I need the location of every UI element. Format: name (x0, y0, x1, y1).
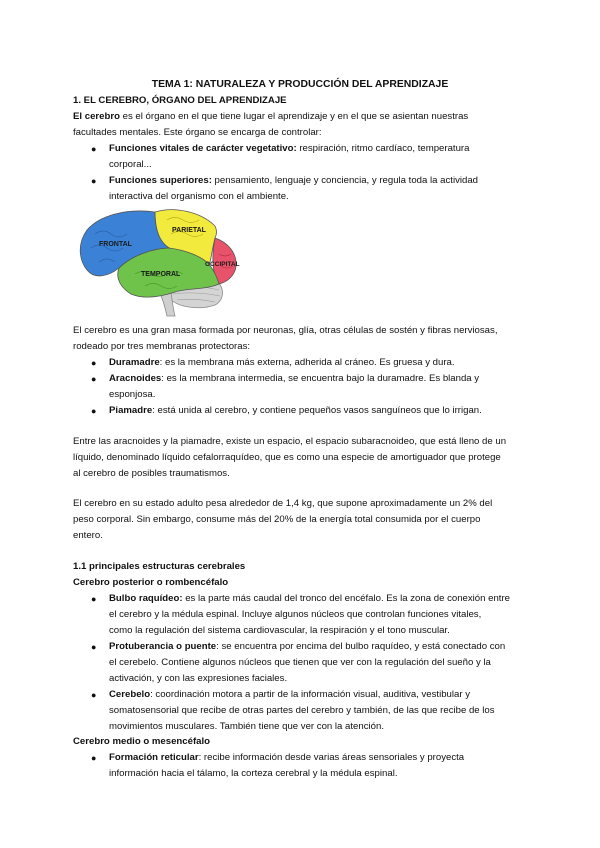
intro-paragraph-line-1: El cerebro es el órgano en el que tiene lugar el aprendizaje y en el que se asientan nuestras (73, 111, 469, 122)
weight-paragraph-line-3: entero. (73, 530, 103, 541)
subsection-heading-structures: 1.1 principales estructuras cerebrales (73, 561, 246, 572)
label-temporal: TEMPORAL (141, 271, 181, 278)
bullet-icon: ● (91, 374, 97, 384)
intro-paragraph-line-2: facultades mentales. Este órgano se encarga de controlar: (73, 127, 322, 138)
csf-paragraph-line-1: Entre las aracnoides y la piamadre, existe un espacio, el espacio subaracnoideo, que está lleno de un (73, 436, 507, 447)
bullet-duramadre: Duramadre: es la membrana más externa, adherida al cráneo. Es gruesa y dura. (109, 357, 455, 368)
bullet-bulbo: Bulbo raquídeo: es la parte más caudal del tronco del encéfalo. Es la zona de conexión entre (109, 593, 511, 604)
bullet-protuberancia-line-2: el cerebelo. Contiene algunos núcleos que tienen que ver con la regulación del sueño y la (109, 657, 491, 668)
bullet-icon: ● (91, 406, 97, 416)
bullet-bulbo-line-2: el cerebro y la médula espinal. Incluye algunos núcleos que controlan funciones vitales, (109, 609, 482, 620)
bullet-aracnoides-line-2: esponjosa. (109, 389, 156, 400)
bullet-protuberancia-line-3: activación, y con las expresiones faciales. (109, 673, 288, 684)
bullet-higher-functions: Funciones superiores: pensamiento, lenguaje y conciencia, y regula toda la actividad (109, 175, 479, 186)
bullet-cerebelo-line-3: movimientos musculares. También tiene que ver con la atención. (109, 721, 384, 732)
subheading-rombencefalo: Cerebro posterior o rombencéfalo (73, 577, 229, 588)
label-frontal: FRONTAL (99, 241, 132, 248)
weight-paragraph-line-2: peso corporal. Sin embargo, consume más del 20% de la energía total consumida por el cuerpo (73, 514, 481, 525)
bullet-bulbo-line-3: como la regulación del sistema cardiovascular, la respiración y el tono muscular. (109, 625, 450, 636)
bullet-icon: ● (91, 176, 97, 186)
section-heading-cerebro: 1. EL CEREBRO, ÓRGANO DEL APRENDIZAJE (73, 95, 287, 106)
membranes-paragraph-line-1: El cerebro es una gran masa formada por neuronas, glía, otras células de sostén y fibras nerviosas, (73, 325, 498, 336)
bullet-icon: ● (91, 642, 97, 652)
csf-paragraph-line-3: al cerebro de posibles traumatismos. (73, 468, 230, 479)
page-title: TEMA 1: NATURALEZA Y PRODUCCIÓN DEL APRENDIZAJE (151, 79, 449, 90)
bullet-vital-functions: Funciones vitales de carácter vegetativo: respiración, ritmo cardíaco, temperatura (109, 143, 470, 154)
bullet-icon: ● (91, 144, 97, 154)
bullet-cerebelo-line-2: somatosensorial que recibe de otras partes del cerebro y también, de las que recibe de los (109, 705, 495, 716)
label-occipital: OCCIPITAL (205, 261, 240, 268)
bullet-icon: ● (91, 690, 97, 700)
bullet-vital-functions-line-2: corporal... (109, 159, 152, 170)
bullet-icon: ● (91, 358, 97, 368)
subheading-mesencefalo: Cerebro medio o mesencéfalo (73, 736, 211, 747)
bullet-cerebelo: Cerebelo: coordinación motora a partir de la información visual, auditiva, vestibular y (109, 689, 471, 700)
membranes-paragraph-line-2: rodeado por tres membranas protectoras: (73, 341, 251, 352)
bullet-piamadre: Piamadre: está unida al cerebro, y contiene pequeños vasos sanguíneos que lo irrigan. (109, 405, 482, 416)
bullet-icon: ● (91, 753, 97, 763)
label-parietal: PARIETAL (172, 227, 206, 234)
brain-lobes-diagram (75, 204, 241, 317)
bullet-protuberancia: Protuberancia o puente: se encuentra por encima del bulbo raquídeo, y está conectado con (109, 641, 506, 652)
bullet-formacion-reticular: Formación reticular: recibe información desde varias áreas sensoriales y proyecta (109, 752, 465, 763)
bullet-formacion-reticular-line-2: información hacia el tálamo, la corteza cerebral y la médula espinal. (109, 768, 398, 779)
bullet-higher-functions-line-2: interactiva del organismo con el ambiente. (109, 191, 289, 202)
weight-paragraph-line-1: El cerebro en su estado adulto pesa alrededor de 1,4 kg, que supone aproximadamente un 2% del (73, 498, 493, 509)
bullet-icon: ● (91, 594, 97, 604)
bullet-aracnoides: Aracnoides: es la membrana intermedia, se encuentra bajo la duramadre. Es blanda y (109, 373, 480, 384)
csf-paragraph-line-2: líquido, denominado líquido cefalorraquídeo, que es como una especie de amortiguador que protege (73, 452, 501, 463)
